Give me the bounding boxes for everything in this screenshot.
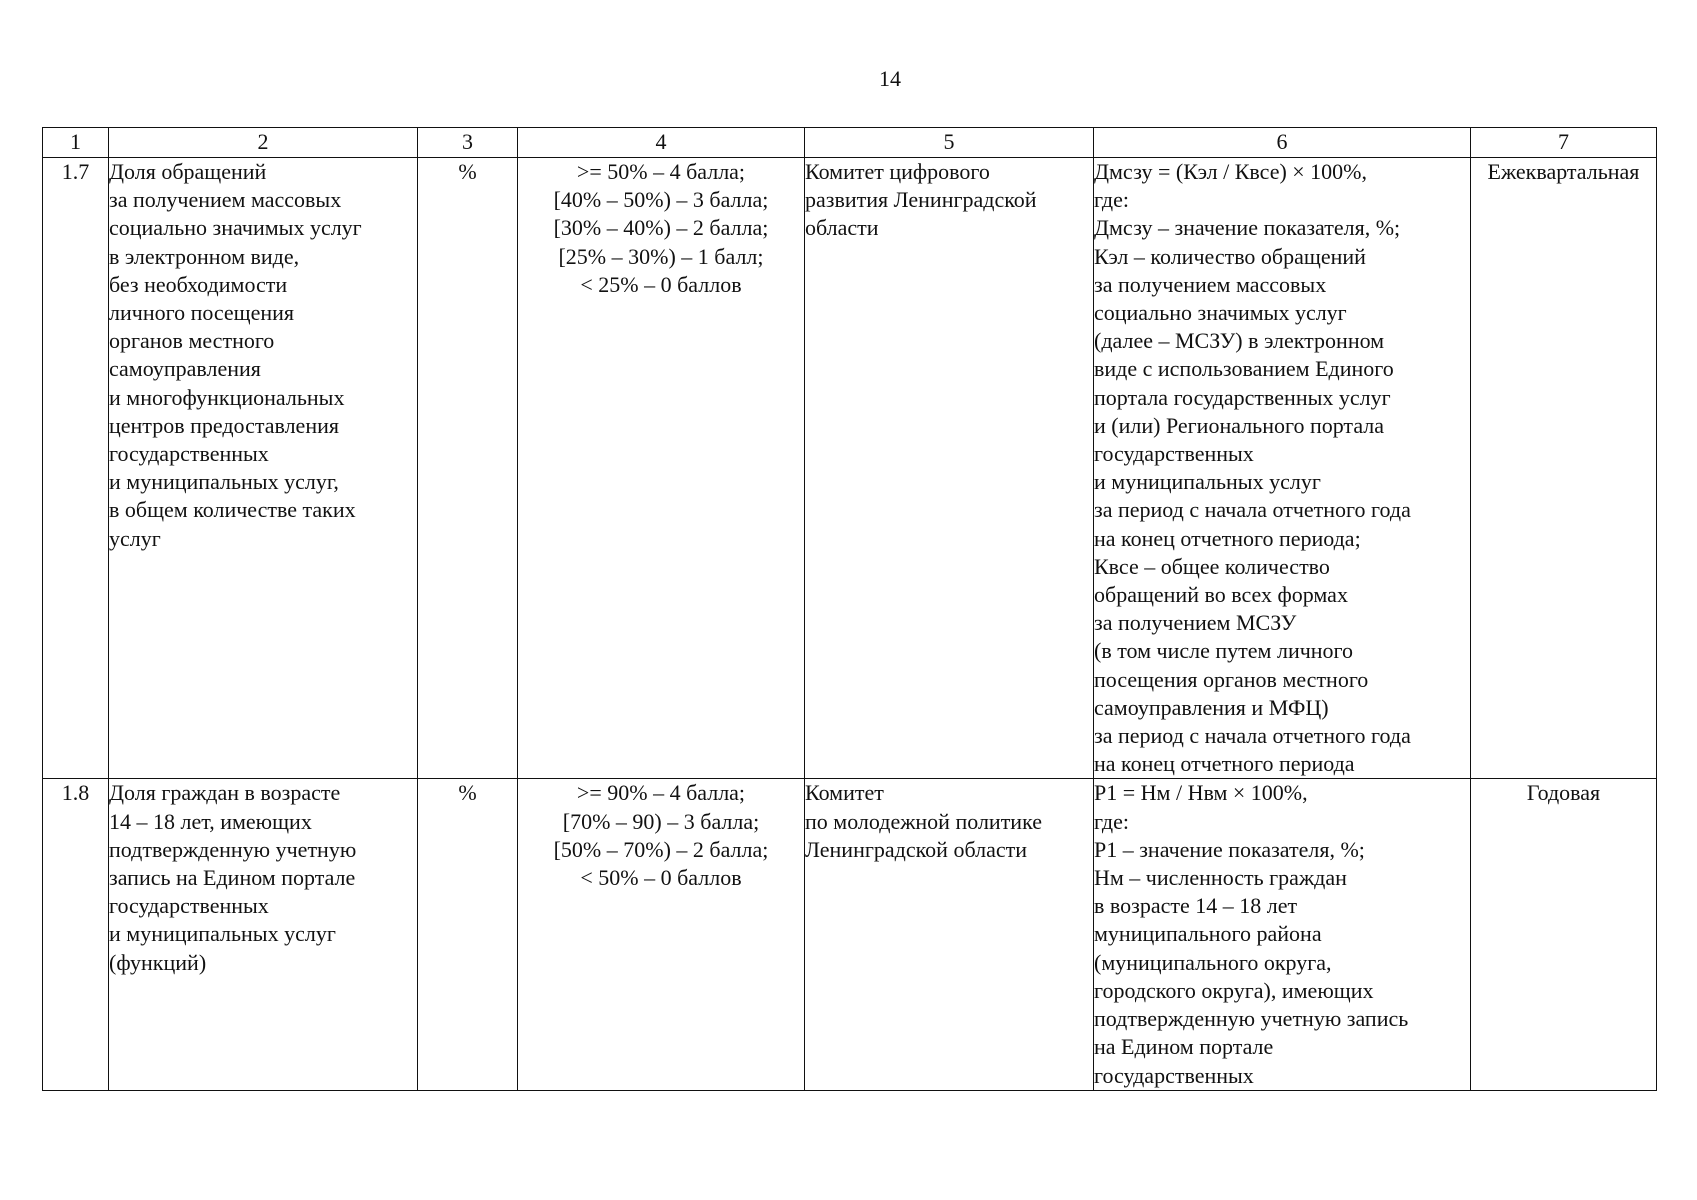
text-line: Доля обращений bbox=[109, 159, 267, 184]
text-line: (муниципального округа, bbox=[1094, 949, 1332, 975]
row-number: 1.7 bbox=[43, 158, 109, 779]
text-line: области bbox=[805, 215, 879, 241]
table-row bbox=[43, 158, 1657, 779]
text-line: Доля граждан в возрасте bbox=[109, 780, 341, 806]
text-line: городского округа), имеющих bbox=[1094, 977, 1374, 1003]
periodicity: Годовая bbox=[1471, 779, 1657, 1090]
header-col-4: 4 bbox=[518, 128, 805, 158]
text-line: и (или) Регионального портала bbox=[1094, 412, 1385, 438]
header-col-5: 5 bbox=[805, 128, 1094, 158]
text-line: 14 – 18 лет, имеющих bbox=[109, 808, 312, 834]
scoring-scale bbox=[518, 779, 805, 1090]
formula bbox=[1094, 158, 1471, 779]
periodicity: Ежеквартальная bbox=[1471, 158, 1657, 779]
text-line: в возрасте 14 – 18 лет bbox=[1094, 893, 1298, 919]
row-number: 1.8 bbox=[43, 779, 109, 1090]
text-line: Кэл – количество обращений bbox=[1094, 243, 1366, 269]
header-col-6: 6 bbox=[1094, 128, 1471, 158]
text-line: на Едином портале bbox=[1094, 1034, 1274, 1060]
text-line: и муниципальных услуг bbox=[109, 921, 336, 947]
responsible-body bbox=[805, 779, 1094, 1090]
text-line: самоуправления bbox=[109, 356, 261, 382]
indicator-name bbox=[109, 158, 418, 779]
page-number: 14 bbox=[879, 66, 901, 91]
text-line: [40% – 50%) – 3 балла; bbox=[553, 187, 769, 213]
text-line: < 25% – 0 баллов bbox=[580, 271, 742, 297]
text-line: по молодежной политике bbox=[805, 808, 1042, 834]
header-col-2: 2 bbox=[109, 128, 418, 158]
text-line: (функций) bbox=[109, 949, 207, 975]
text-line: в общем количестве таких bbox=[109, 497, 356, 523]
text-line: на конец отчетного периода bbox=[1094, 751, 1355, 777]
text-line: в электронном виде, bbox=[109, 243, 300, 269]
responsible-body bbox=[805, 158, 1094, 779]
text-line: [25% – 30%) – 1 балл; bbox=[558, 243, 764, 269]
text-line: социально значимых услуг bbox=[109, 215, 362, 241]
text-line: государственных bbox=[109, 441, 269, 467]
text-line: портала государственных услуг bbox=[1094, 384, 1391, 410]
text-line: за получением массовых bbox=[109, 187, 342, 213]
text-line: государственных bbox=[1094, 1062, 1254, 1088]
header-col-1: 1 bbox=[43, 128, 109, 158]
text-line: и муниципальных услуг, bbox=[109, 469, 339, 495]
unit: % bbox=[418, 158, 518, 779]
text-line: за период с начала отчетного года bbox=[1094, 723, 1411, 749]
text-line: и многофункциональных bbox=[109, 384, 345, 410]
text-line: Комитет bbox=[805, 780, 884, 806]
text-line: за получением МСЗУ bbox=[1094, 610, 1297, 636]
text-line: Р1 = Нм / Нвм × 100%, bbox=[1094, 780, 1308, 806]
text-line: Нм – численность граждан bbox=[1094, 865, 1347, 891]
text-line: [30% – 40%) – 2 балла; bbox=[553, 215, 769, 241]
text-line: >= 50% – 4 балла; bbox=[576, 159, 746, 184]
text-line: виде с использованием Единого bbox=[1094, 356, 1394, 382]
text-line: самоуправления и МФЦ) bbox=[1094, 694, 1329, 720]
text-line: где: bbox=[1094, 808, 1129, 834]
text-line: Квсе – общее количество bbox=[1094, 553, 1330, 579]
formula bbox=[1094, 779, 1471, 1090]
text-line: государственных bbox=[109, 893, 269, 919]
text-line: (далее – МСЗУ) в электронном bbox=[1094, 328, 1385, 354]
indicator-name bbox=[109, 779, 418, 1090]
text-line: муниципального района bbox=[1094, 921, 1322, 947]
text-line: (в том числе путем личного bbox=[1094, 638, 1354, 664]
text-line: Р1 – значение показателя, %; bbox=[1094, 836, 1365, 862]
text-line: без необходимости bbox=[109, 271, 288, 297]
text-line: и муниципальных услуг bbox=[1094, 469, 1321, 495]
text-line: где: bbox=[1094, 187, 1129, 213]
text-line: Дмсзу = (Кэл / Квсе) × 100%, bbox=[1094, 159, 1368, 184]
text-line: личного посещения bbox=[109, 300, 295, 326]
text-line: за получением массовых bbox=[1094, 271, 1327, 297]
text-line: развития Ленинградской bbox=[805, 187, 1037, 213]
text-line: обращений во всех формах bbox=[1094, 582, 1348, 608]
text-line: запись на Едином портале bbox=[109, 865, 356, 891]
header-col-3: 3 bbox=[418, 128, 518, 158]
table-row bbox=[43, 779, 1657, 1090]
header-col-7: 7 bbox=[1471, 128, 1657, 158]
text-line: [50% – 70%) – 2 балла; bbox=[553, 836, 769, 862]
text-line: Дмсзу – значение показателя, %; bbox=[1094, 215, 1401, 241]
indicators-table bbox=[42, 127, 1657, 1091]
text-line: на конец отчетного периода; bbox=[1094, 525, 1361, 551]
text-line: >= 90% – 4 балла; bbox=[576, 780, 746, 806]
text-line: [70% – 90) – 3 балла; bbox=[562, 808, 760, 834]
text-line: < 50% – 0 баллов bbox=[580, 865, 742, 891]
scoring-scale bbox=[518, 158, 805, 779]
text-line: подтвержденную учетную bbox=[109, 836, 357, 862]
text-line: подтвержденную учетную запись bbox=[1094, 1006, 1409, 1032]
text-line: социально значимых услуг bbox=[1094, 300, 1347, 326]
text-line: Ленинградской области bbox=[805, 836, 1027, 862]
text-line: услуг bbox=[109, 525, 161, 551]
text-line: органов местного bbox=[109, 328, 275, 354]
header-row bbox=[43, 128, 1657, 158]
text-line: центров предоставления bbox=[109, 412, 339, 438]
unit: % bbox=[418, 779, 518, 1090]
text-line: государственных bbox=[1094, 441, 1254, 467]
text-line: посещения органов местного bbox=[1094, 666, 1369, 692]
text-line: Комитет цифрового bbox=[805, 159, 990, 184]
text-line: за период с начала отчетного года bbox=[1094, 497, 1411, 523]
